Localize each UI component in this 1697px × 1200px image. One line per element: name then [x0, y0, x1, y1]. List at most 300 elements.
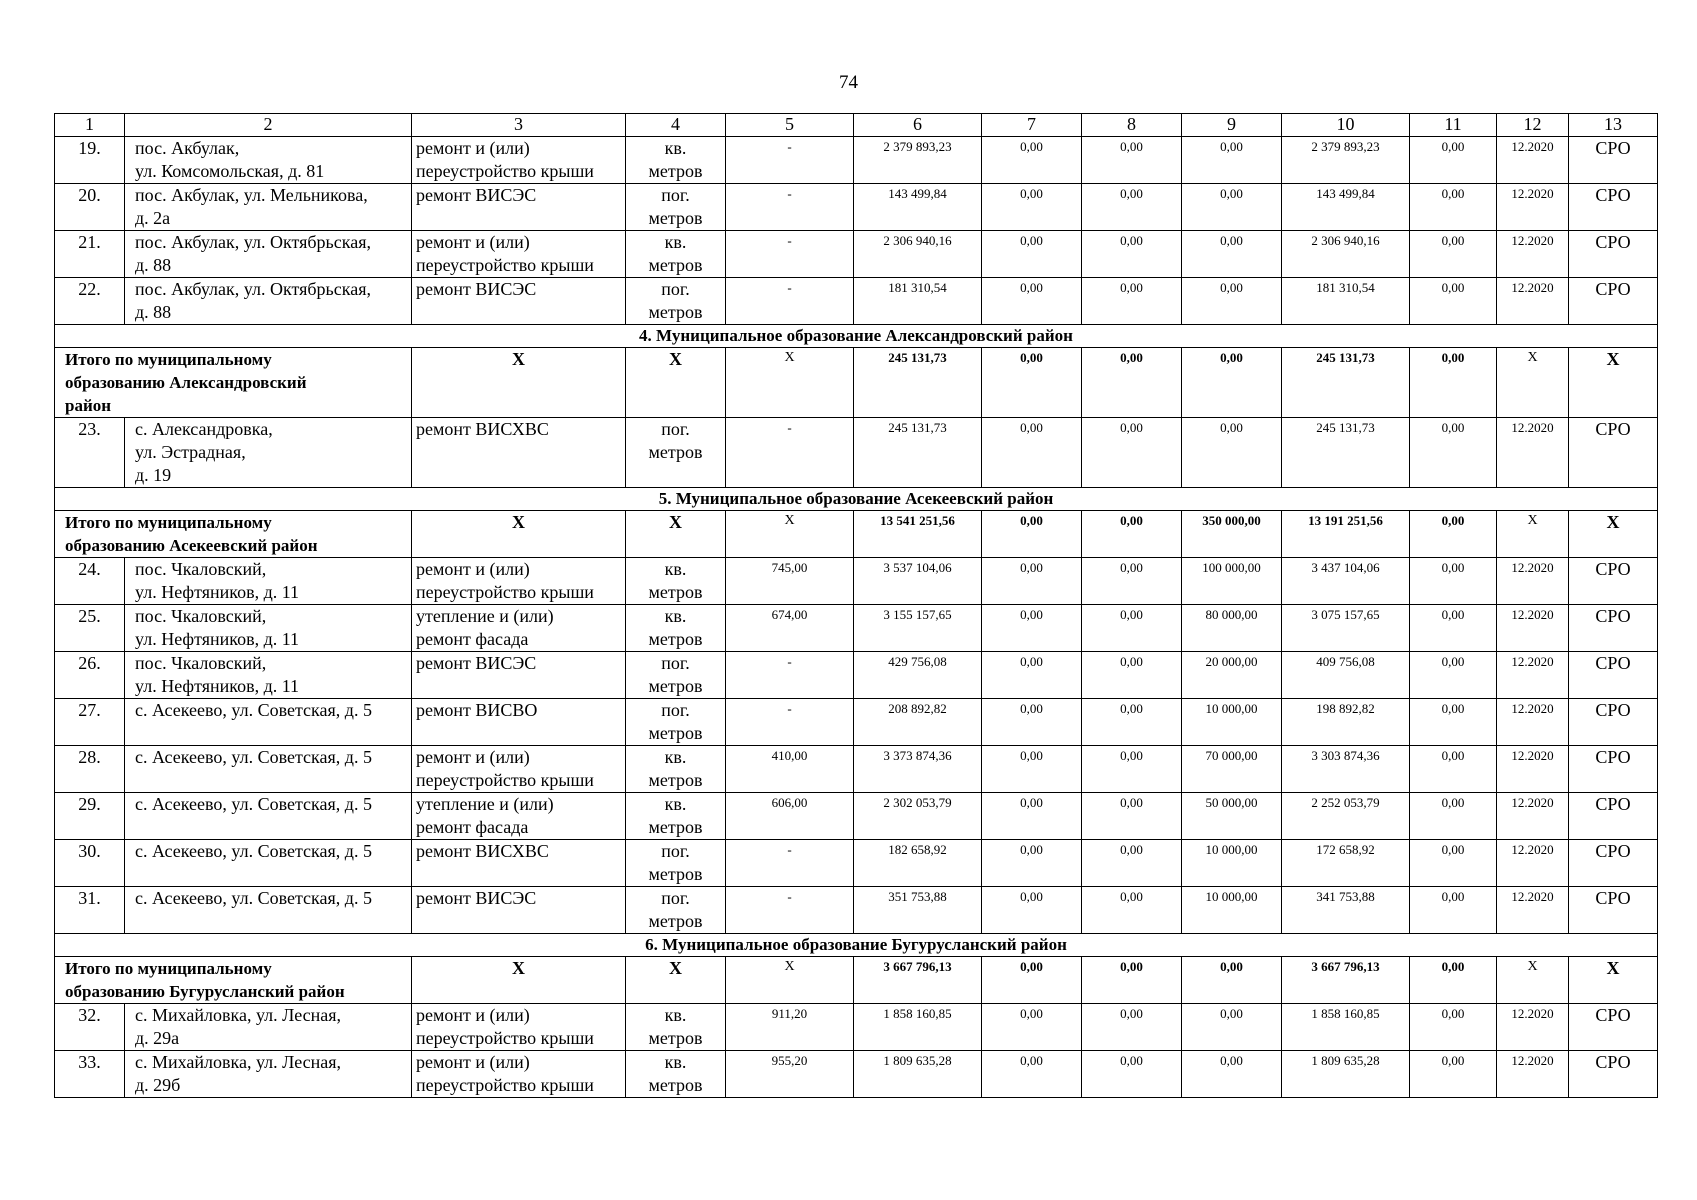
cell-amount: 0,00 [1082, 558, 1182, 605]
cell-unit [626, 558, 726, 605]
cell-work-type-line: ремонт и (или) [416, 1052, 530, 1072]
cell-area: - [726, 231, 854, 278]
cell-amount: 10 000,00 [1182, 699, 1282, 746]
cell-unit-line: кв. [664, 1005, 687, 1025]
table-row [55, 231, 1658, 278]
cell-amount: 0,00 [1410, 418, 1497, 488]
cell-address-line: д. 29а [135, 1028, 180, 1048]
cell-work-type-line: ремонт ВИСЭС [416, 653, 537, 673]
cell-work-type-line: ремонт ВИСЭС [416, 185, 537, 205]
cell-contractor: СРО [1569, 652, 1658, 699]
cell-area: - [726, 184, 854, 231]
cell-row-number: 31. [55, 887, 125, 934]
cell-address-line: с. Асекеево, ул. Советская, д. 5 [135, 841, 372, 861]
subtotal-label-line: район [65, 396, 112, 415]
cell-work-type [412, 1004, 626, 1051]
cell-amount: 0,00 [982, 652, 1082, 699]
cell-unit [626, 184, 726, 231]
cell-address [125, 137, 412, 184]
cell-work-type-line: переустройство крыши [416, 582, 594, 602]
cell-row-number: 32. [55, 1004, 125, 1051]
cell-amount: 0,00 [1410, 511, 1497, 558]
cell-address [125, 558, 412, 605]
cell-amount: 1 858 160,85 [1282, 1004, 1410, 1051]
cell-contractor: СРО [1569, 605, 1658, 652]
cell-contractor: СРО [1569, 746, 1658, 793]
cell-work-type [412, 793, 626, 840]
cell-amount: 0,00 [982, 184, 1082, 231]
cell-unit-line: метров [648, 161, 703, 181]
cell-row-number: 19. [55, 137, 125, 184]
cell-unit-line: кв. [664, 138, 687, 158]
column-number: 6 [854, 114, 982, 137]
cell-unit-line: пог. [661, 653, 690, 673]
cell-amount: 143 499,84 [1282, 184, 1410, 231]
cell-amount: 2 252 053,79 [1282, 793, 1410, 840]
column-number: 5 [726, 114, 854, 137]
cell-area: Х [726, 348, 854, 418]
cell-amount: 10 000,00 [1182, 840, 1282, 887]
cell-work-type-line: переустройство крыши [416, 770, 594, 790]
cell-unit-line: пог. [661, 888, 690, 908]
column-number: 10 [1282, 114, 1410, 137]
cell-amount: 0,00 [1182, 231, 1282, 278]
cell-amount: 245 131,73 [854, 418, 982, 488]
cell-amount: 50 000,00 [1182, 793, 1282, 840]
cell-address [125, 278, 412, 325]
cell-unit-line: метров [648, 1075, 703, 1095]
cell-amount: 10 000,00 [1182, 887, 1282, 934]
cell-amount: 3 537 104,06 [854, 558, 982, 605]
cell-work-type-line: переустройство крыши [416, 1028, 594, 1048]
cell-amount: 0,00 [1082, 418, 1182, 488]
cell-address [125, 887, 412, 934]
cell-area: - [726, 652, 854, 699]
cell-address [125, 746, 412, 793]
cell-area: 911,20 [726, 1004, 854, 1051]
cell-contractor: СРО [1569, 1051, 1658, 1098]
cell-amount: 0,00 [1082, 605, 1182, 652]
cell-deadline: 12.2020 [1497, 418, 1569, 488]
cell-unit [626, 278, 726, 325]
cell-work-type [412, 1051, 626, 1098]
cell-amount: 0,00 [1182, 278, 1282, 325]
column-number: 3 [412, 114, 626, 137]
cell-amount: 0,00 [1182, 957, 1282, 1004]
cell-amount: 0,00 [1410, 231, 1497, 278]
cell-amount: 0,00 [982, 231, 1082, 278]
cell-row-number: 27. [55, 699, 125, 746]
cell-unit-line: пог. [661, 841, 690, 861]
cell-amount: 0,00 [1410, 699, 1497, 746]
column-number: 1 [55, 114, 125, 137]
cell-row-number: 24. [55, 558, 125, 605]
table-row [55, 558, 1658, 605]
cell-deadline: 12.2020 [1497, 231, 1569, 278]
subtotal-label-line: образованию Бугурусланский район [65, 982, 345, 1001]
cell-amount: 2 302 053,79 [854, 793, 982, 840]
cell-unit-line: пог. [661, 185, 690, 205]
cell-work-type-line: ремонт ВИСЭС [416, 888, 537, 908]
cell-amount: 143 499,84 [854, 184, 982, 231]
cell-unit [626, 605, 726, 652]
cell-amount: 20 000,00 [1182, 652, 1282, 699]
cell-work-type [412, 184, 626, 231]
cell-work-type [412, 418, 626, 488]
table-body [55, 114, 1658, 1098]
cell-amount: 208 892,82 [854, 699, 982, 746]
cell-address-line: с. Асекеево, ул. Советская, д. 5 [135, 794, 372, 814]
cell-amount: 0,00 [1082, 887, 1182, 934]
subtotal-label [55, 957, 412, 1004]
section-title: 6. Муниципальное образование Бугурусланский район [55, 934, 1658, 957]
cell-contractor: СРО [1569, 793, 1658, 840]
cell-work-type [412, 605, 626, 652]
cell-row-number: 33. [55, 1051, 125, 1098]
cell-contractor: Х [1569, 511, 1658, 558]
cell-deadline: 12.2020 [1497, 840, 1569, 887]
cell-amount: 0,00 [982, 1051, 1082, 1098]
table-row [55, 793, 1658, 840]
cell-amount: 0,00 [1082, 137, 1182, 184]
cell-amount: 0,00 [982, 746, 1082, 793]
cell-work-type: Х [412, 348, 626, 418]
cell-address-line: пос. Акбулак, ул. Мельникова, [135, 185, 368, 205]
cell-deadline: 12.2020 [1497, 1051, 1569, 1098]
table-row [55, 746, 1658, 793]
subtotal-label-line: образованию Александровский [65, 373, 307, 392]
cell-address [125, 605, 412, 652]
cell-unit-line: кв. [664, 606, 687, 626]
cell-amount: 3 373 874,36 [854, 746, 982, 793]
subtotal-row [55, 957, 1658, 1004]
cell-unit-line: метров [648, 302, 703, 322]
cell-address [125, 418, 412, 488]
cell-address-line: пос. Акбулак, [135, 138, 240, 158]
cell-amount: 0,00 [1082, 1004, 1182, 1051]
cell-amount: 350 000,00 [1182, 511, 1282, 558]
cell-amount: 0,00 [1410, 840, 1497, 887]
cell-unit-line: метров [648, 629, 703, 649]
cell-unit: Х [626, 511, 726, 558]
cell-amount: 0,00 [982, 793, 1082, 840]
section-heading-row [55, 934, 1658, 957]
cell-amount: 181 310,54 [854, 278, 982, 325]
cell-amount: 181 310,54 [1282, 278, 1410, 325]
cell-amount: 0,00 [1082, 957, 1182, 1004]
cell-amount: 3 667 796,13 [854, 957, 982, 1004]
cell-amount: 0,00 [982, 511, 1082, 558]
cell-contractor: СРО [1569, 558, 1658, 605]
cell-address [125, 699, 412, 746]
cell-amount: 80 000,00 [1182, 605, 1282, 652]
subtotal-label-line: Итого по муниципальному [65, 959, 272, 978]
cell-unit-line: кв. [664, 747, 687, 767]
cell-work-type-line: ремонт и (или) [416, 138, 530, 158]
cell-address [125, 1004, 412, 1051]
cell-deadline: Х [1497, 348, 1569, 418]
cell-amount: 341 753,88 [1282, 887, 1410, 934]
column-number: 11 [1410, 114, 1497, 137]
table-row [55, 1004, 1658, 1051]
cell-unit-line: кв. [664, 559, 687, 579]
cell-amount: 70 000,00 [1182, 746, 1282, 793]
cell-deadline: Х [1497, 511, 1569, 558]
cell-work-type-line: утепление и (или) [416, 606, 554, 626]
cell-amount: 0,00 [1410, 605, 1497, 652]
column-numbers-row [55, 114, 1658, 137]
cell-amount: 182 658,92 [854, 840, 982, 887]
cell-work-type-line: ремонт и (или) [416, 559, 530, 579]
cell-amount: 0,00 [1410, 348, 1497, 418]
column-number: 12 [1497, 114, 1569, 137]
cell-deadline: 12.2020 [1497, 184, 1569, 231]
cell-amount: 2 379 893,23 [1282, 137, 1410, 184]
cell-amount: 0,00 [982, 605, 1082, 652]
cell-address [125, 840, 412, 887]
column-number: 4 [626, 114, 726, 137]
cell-unit-line: кв. [664, 1052, 687, 1072]
cell-amount: 0,00 [1410, 137, 1497, 184]
cell-deadline: 12.2020 [1497, 699, 1569, 746]
subtotal-label-line: образованию Асекеевский район [65, 536, 318, 555]
cell-address [125, 652, 412, 699]
cell-amount: 13 541 251,56 [854, 511, 982, 558]
cell-contractor: СРО [1569, 840, 1658, 887]
cell-amount: 0,00 [1082, 278, 1182, 325]
cell-deadline: 12.2020 [1497, 278, 1569, 325]
cell-row-number: 21. [55, 231, 125, 278]
cell-area: - [726, 418, 854, 488]
cell-address-line: пос. Акбулак, ул. Октябрьская, [135, 279, 371, 299]
cell-amount: 0,00 [1410, 793, 1497, 840]
table-row [55, 652, 1658, 699]
cell-work-type-line: ремонт и (или) [416, 1005, 530, 1025]
cell-contractor: СРО [1569, 1004, 1658, 1051]
cell-work-type-line: переустройство крыши [416, 255, 594, 275]
cell-address-line: д. 88 [135, 302, 172, 322]
subtotal-row [55, 511, 1658, 558]
cell-address-line: пос. Акбулак, ул. Октябрьская, [135, 232, 371, 252]
column-number: 9 [1182, 114, 1282, 137]
cell-unit-line: пог. [661, 279, 690, 299]
cell-deadline: 12.2020 [1497, 558, 1569, 605]
cell-contractor: СРО [1569, 184, 1658, 231]
table-row [55, 840, 1658, 887]
subtotal-label [55, 511, 412, 558]
cell-address-line: с. Михайловка, ул. Лесная, [135, 1052, 342, 1072]
cell-area: - [726, 278, 854, 325]
section-heading-row [55, 488, 1658, 511]
cell-row-number: 30. [55, 840, 125, 887]
cell-address-line: с. Асекеево, ул. Советская, д. 5 [135, 747, 372, 767]
table-row [55, 184, 1658, 231]
cell-amount: 0,00 [982, 1004, 1082, 1051]
cell-work-type [412, 652, 626, 699]
cell-address-line: ул. Нефтяников, д. 11 [135, 582, 300, 602]
cell-address-line: с. Михайловка, ул. Лесная, [135, 1005, 342, 1025]
cell-amount: 198 892,82 [1282, 699, 1410, 746]
subtotal-label-line: Итого по муниципальному [65, 513, 272, 532]
cell-work-type-line: ремонт ВИСВО [416, 700, 538, 720]
cell-unit [626, 793, 726, 840]
cell-unit-line: метров [648, 1028, 703, 1048]
cell-work-type-line: переустройство крыши [416, 161, 594, 181]
cell-unit-line: метров [648, 817, 703, 837]
page-number: 74 [839, 72, 858, 93]
cell-amount: 0,00 [982, 957, 1082, 1004]
cell-unit [626, 1051, 726, 1098]
cell-work-type-line: ремонт фасада [416, 629, 529, 649]
subtotal-label [55, 348, 412, 418]
cell-work-type: Х [412, 511, 626, 558]
cell-address-line: д. 2а [135, 208, 171, 228]
cell-amount: 1 809 635,28 [1282, 1051, 1410, 1098]
subtotal-row [55, 348, 1658, 418]
table-row [55, 605, 1658, 652]
cell-amount: 3 437 104,06 [1282, 558, 1410, 605]
cell-work-type-line: ремонт ВИСХВС [416, 419, 549, 439]
cell-address [125, 793, 412, 840]
cell-address-line: ул. Нефтяников, д. 11 [135, 676, 300, 696]
cell-amount: 245 131,73 [1282, 348, 1410, 418]
cell-address-line: д. 29б [135, 1075, 181, 1095]
cell-row-number: 22. [55, 278, 125, 325]
cell-amount: 3 667 796,13 [1282, 957, 1410, 1004]
cell-address-line: с. Александровка, [135, 419, 273, 439]
cell-work-type [412, 137, 626, 184]
cell-row-number: 25. [55, 605, 125, 652]
cell-unit-line: метров [648, 582, 703, 602]
cell-address [125, 184, 412, 231]
cell-address-line: пос. Чкаловский, [135, 653, 267, 673]
cell-unit [626, 887, 726, 934]
cell-work-type-line: ремонт фасада [416, 817, 529, 837]
cell-address-line: ул. Комсомольская, д. 81 [135, 161, 325, 181]
cell-amount: 0,00 [982, 840, 1082, 887]
cell-work-type-line: ремонт ВИСХВС [416, 841, 549, 861]
cell-amount: 0,00 [1082, 652, 1182, 699]
cell-area: - [726, 840, 854, 887]
table-row [55, 1051, 1658, 1098]
cell-amount: 245 131,73 [854, 348, 982, 418]
column-number: 8 [1082, 114, 1182, 137]
cell-amount: 13 191 251,56 [1282, 511, 1410, 558]
cell-amount: 0,00 [1410, 278, 1497, 325]
cell-contractor: СРО [1569, 137, 1658, 184]
cell-amount: 351 753,88 [854, 887, 982, 934]
subtotal-label-line: Итого по муниципальному [65, 350, 272, 369]
cell-work-type-line: переустройство крыши [416, 1075, 594, 1095]
cell-unit-line: метров [648, 442, 703, 462]
cell-contractor: Х [1569, 957, 1658, 1004]
cell-deadline: 12.2020 [1497, 746, 1569, 793]
cell-amount: 0,00 [982, 887, 1082, 934]
cell-unit-line: метров [648, 864, 703, 884]
cell-amount: 0,00 [1182, 1051, 1282, 1098]
cell-work-type-line: ремонт и (или) [416, 232, 530, 252]
cell-unit-line: кв. [664, 232, 687, 252]
cell-work-type [412, 746, 626, 793]
cell-amount: 0,00 [1410, 1051, 1497, 1098]
cell-unit-line: пог. [661, 419, 690, 439]
cell-address [125, 231, 412, 278]
cell-contractor: СРО [1569, 278, 1658, 325]
cell-area: 745,00 [726, 558, 854, 605]
cell-amount: 0,00 [1182, 418, 1282, 488]
cell-amount: 0,00 [982, 278, 1082, 325]
cell-unit-line: кв. [664, 794, 687, 814]
cell-amount: 0,00 [982, 558, 1082, 605]
table-row [55, 699, 1658, 746]
cell-address [125, 1051, 412, 1098]
cell-amount: 0,00 [982, 348, 1082, 418]
cell-amount: 172 658,92 [1282, 840, 1410, 887]
works-table [54, 113, 1658, 1098]
cell-unit [626, 652, 726, 699]
cell-amount: 245 131,73 [1282, 418, 1410, 488]
cell-unit-line: метров [648, 911, 703, 931]
cell-amount: 0,00 [1182, 348, 1282, 418]
cell-amount: 429 756,08 [854, 652, 982, 699]
cell-deadline: 12.2020 [1497, 652, 1569, 699]
cell-area: 955,20 [726, 1051, 854, 1098]
cell-unit-line: метров [648, 676, 703, 696]
cell-amount: 2 379 893,23 [854, 137, 982, 184]
cell-row-number: 23. [55, 418, 125, 488]
cell-amount: 0,00 [1410, 957, 1497, 1004]
cell-work-type [412, 699, 626, 746]
cell-amount: 0,00 [1082, 348, 1182, 418]
cell-amount: 3 075 157,65 [1282, 605, 1410, 652]
cell-area: Х [726, 957, 854, 1004]
cell-amount: 0,00 [982, 137, 1082, 184]
cell-amount: 3 303 874,36 [1282, 746, 1410, 793]
column-number: 13 [1569, 114, 1658, 137]
cell-row-number: 29. [55, 793, 125, 840]
cell-unit-line: метров [648, 255, 703, 275]
cell-unit-line: метров [648, 208, 703, 228]
cell-contractor: Х [1569, 348, 1658, 418]
cell-address-line: пос. Чкаловский, [135, 559, 267, 579]
cell-amount: 0,00 [1410, 184, 1497, 231]
cell-area: - [726, 887, 854, 934]
cell-address-line: д. 88 [135, 255, 172, 275]
cell-area: 674,00 [726, 605, 854, 652]
cell-address-line: пос. Чкаловский, [135, 606, 267, 626]
cell-amount: 0,00 [1082, 1051, 1182, 1098]
cell-work-type-line: ремонт и (или) [416, 747, 530, 767]
cell-amount: 0,00 [1410, 652, 1497, 699]
cell-deadline: Х [1497, 957, 1569, 1004]
cell-unit [626, 746, 726, 793]
cell-unit: Х [626, 957, 726, 1004]
cell-work-type [412, 558, 626, 605]
cell-unit [626, 699, 726, 746]
cell-unit-line: метров [648, 723, 703, 743]
cell-area: 410,00 [726, 746, 854, 793]
cell-amount: 0,00 [1410, 1004, 1497, 1051]
cell-amount: 2 306 940,16 [854, 231, 982, 278]
cell-amount: 0,00 [1410, 887, 1497, 934]
cell-amount: 1 858 160,85 [854, 1004, 982, 1051]
cell-contractor: СРО [1569, 418, 1658, 488]
cell-amount: 0,00 [1082, 231, 1182, 278]
cell-address-line: с. Асекеево, ул. Советская, д. 5 [135, 700, 372, 720]
cell-work-type: Х [412, 957, 626, 1004]
cell-unit: Х [626, 348, 726, 418]
cell-amount: 0,00 [1082, 840, 1182, 887]
